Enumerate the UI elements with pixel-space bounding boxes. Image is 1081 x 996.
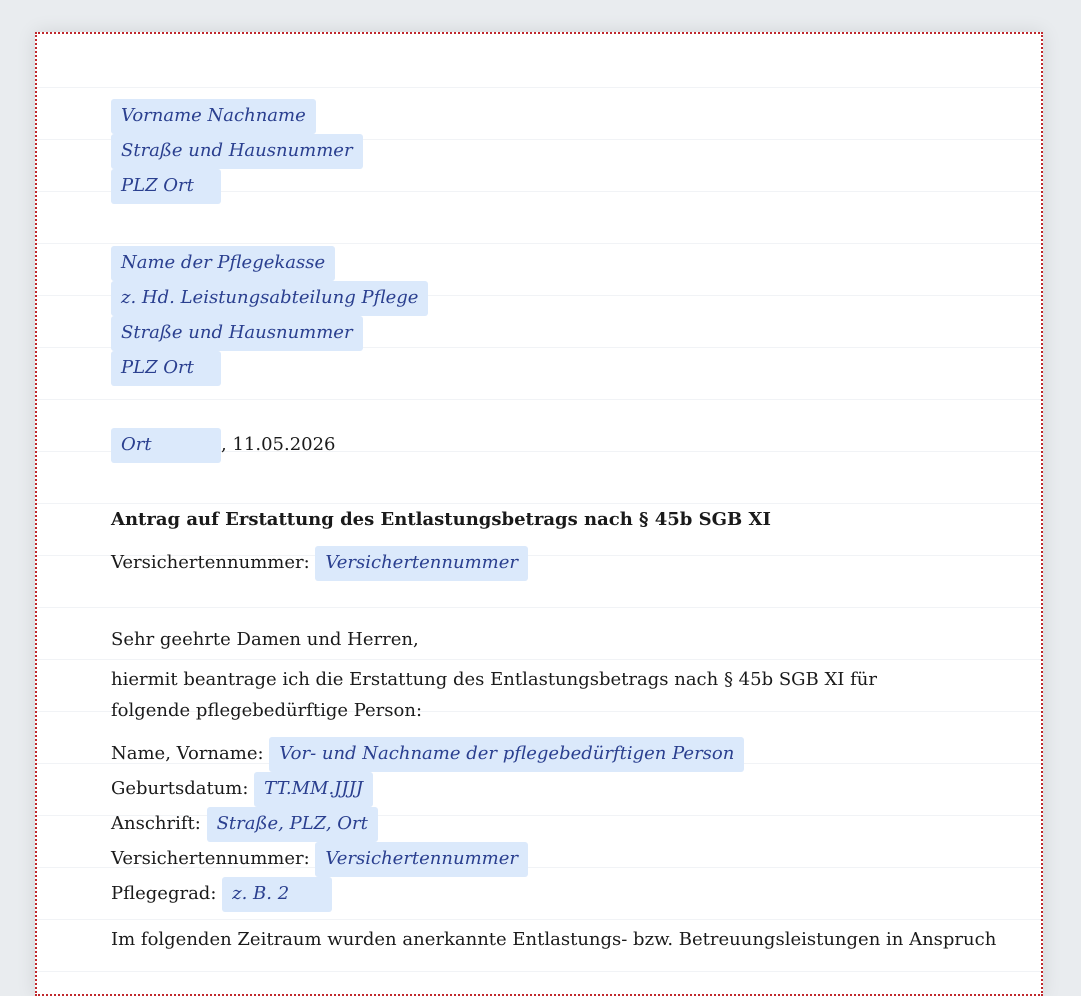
- recipient-city-field[interactable]: PLZ Ort: [111, 351, 221, 386]
- sender-street-field[interactable]: Straße und Hausnummer: [111, 134, 363, 169]
- person-insurance-row: [111, 842, 528, 877]
- person-birth-field[interactable]: TT.MM.JJJJ: [254, 772, 373, 807]
- intro-paragraph: hiermit beantrage ich die Erstattung des Entlastungsbetrags nach § 45b SGB XI für folgende pflegebedürftige Person:: [111, 669, 877, 721]
- place-field[interactable]: Ort: [111, 428, 221, 463]
- person-address-row: [111, 807, 378, 842]
- person-grade-label: Pflegegrad:: [111, 883, 217, 904]
- sender-city-field[interactable]: PLZ Ort: [111, 169, 221, 204]
- document-page: [35, 32, 1043, 996]
- person-address-label: Anschrift:: [111, 813, 201, 834]
- person-name-field[interactable]: Vor- und Nachname der pflegebedürftigen Person: [269, 737, 744, 772]
- insurance-label: Versichertennummer:: [111, 552, 310, 573]
- insurance-row: [111, 546, 528, 581]
- recipient-name-row: [111, 246, 335, 281]
- person-name-row: [111, 737, 744, 772]
- person-grade-field[interactable]: z. B. 2: [222, 877, 332, 912]
- person-grade-row: [111, 877, 332, 912]
- period-paragraph: Im folgenden Zeitraum wurden anerkannte Entlastungs- bzw. Betreuungsleistungen in Anspruch: [111, 929, 997, 950]
- recipient-name-field[interactable]: Name der Pflegekasse: [111, 246, 335, 281]
- person-address-field[interactable]: Straße, PLZ, Ort: [207, 807, 378, 842]
- person-birth-row: [111, 772, 373, 807]
- person-name-label: Name, Vorname:: [111, 743, 264, 764]
- recipient-attention-row: [111, 281, 428, 316]
- insurance-field[interactable]: Versichertennummer: [315, 546, 528, 581]
- person-insurance-label: Versichertennummer:: [111, 848, 310, 869]
- salutation-text: Sehr geehrte Damen und Herren,: [111, 629, 419, 650]
- place-date-row: [111, 428, 336, 463]
- subject-heading: Antrag auf Erstattung des Entlastungsbetrags nach § 45b SGB XI: [111, 509, 771, 530]
- sender-name-row: [111, 99, 316, 134]
- recipient-city-row: [111, 351, 221, 386]
- person-birth-label: Geburtsdatum:: [111, 778, 249, 799]
- recipient-attention-field[interactable]: z. Hd. Leistungsabteilung Pflege: [111, 281, 428, 316]
- sender-name-field[interactable]: Vorname Nachname: [111, 99, 316, 134]
- recipient-street-field[interactable]: Straße und Hausnummer: [111, 316, 363, 351]
- sender-street-row: [111, 134, 363, 169]
- recipient-street-row: [111, 316, 363, 351]
- date-text: , 11.05.2026: [221, 434, 336, 455]
- person-insurance-field[interactable]: Versichertennummer: [315, 842, 528, 877]
- sender-city-row: [111, 169, 221, 204]
